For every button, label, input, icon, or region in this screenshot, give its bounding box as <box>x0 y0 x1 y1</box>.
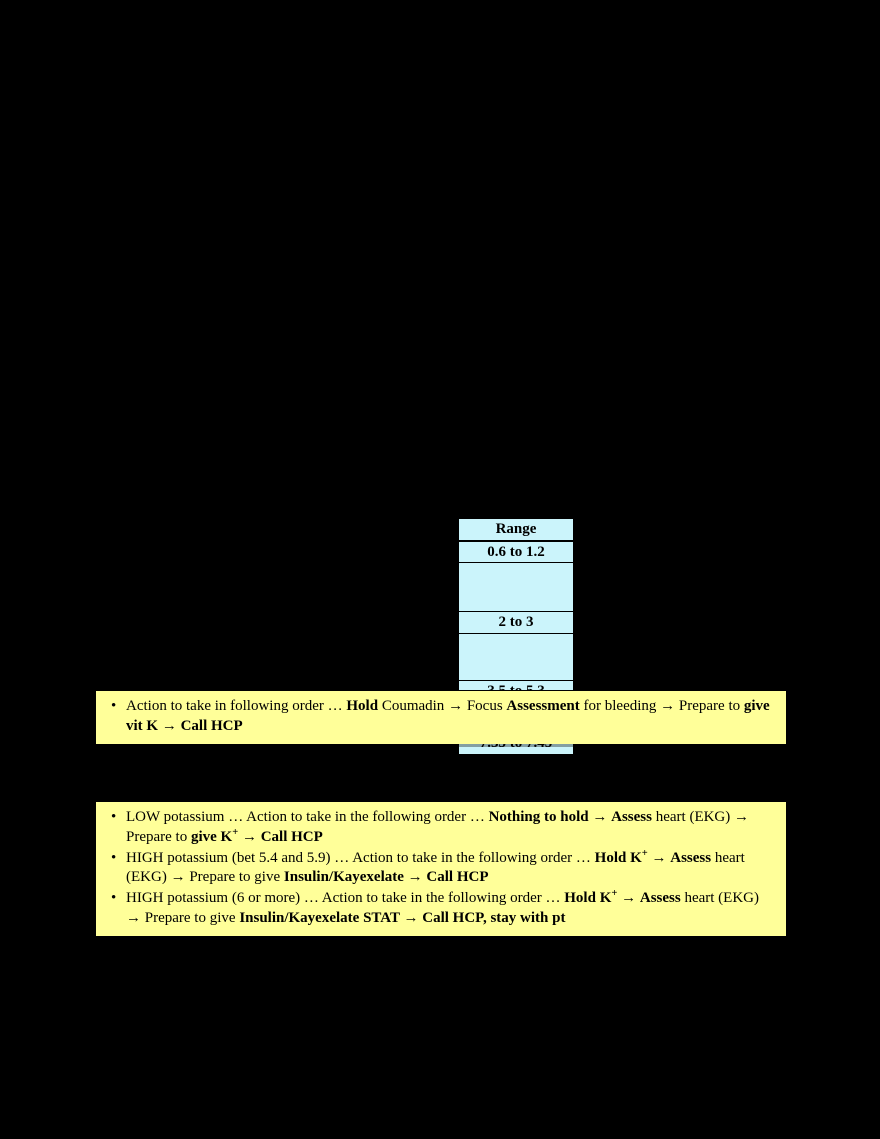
lab-range-value <box>459 633 574 680</box>
superscript-plus: + <box>611 888 618 900</box>
table-row <box>459 612 574 634</box>
text-segment: heart (EKG) <box>655 809 735 825</box>
arrow-icon: → <box>407 869 423 886</box>
note-list <box>104 697 776 737</box>
text-segment: Call HCP <box>426 869 489 886</box>
text-segment: Hold K+ <box>594 847 648 866</box>
text-segment: Call HCP, stay with pt <box>422 909 566 926</box>
column-header-range: Range <box>459 519 574 541</box>
lab-range-value: 2 to 3 <box>459 612 574 634</box>
text-segment: Focus <box>463 698 507 714</box>
list-item <box>126 697 776 737</box>
text-segment: Prepare to <box>675 698 744 714</box>
text-segment: Insulin/Kayexelate <box>283 869 408 886</box>
arrow-icon: → <box>170 869 186 886</box>
text-segment: Prepare to give <box>141 909 240 926</box>
text-segment: Call HCP <box>180 717 243 734</box>
table-row <box>459 633 574 680</box>
text-segment: heart (EKG) <box>126 849 745 886</box>
table-row <box>459 563 574 612</box>
text-segment: Assessment <box>506 698 584 714</box>
text-segment: Coumadin <box>381 698 449 714</box>
text-segment: Assess <box>639 890 685 907</box>
text-segment: HIGH potassium (bet 5.4 and 5.9) … Action to take in the following order … <box>126 849 595 866</box>
text-segment: Nothing to hold <box>488 809 593 825</box>
text-segment: Prepare to <box>126 828 191 845</box>
arrow-icon: → <box>660 698 676 714</box>
arrow-icon: → <box>126 909 141 926</box>
coumadin-action-note <box>96 690 786 744</box>
table-row <box>459 541 574 563</box>
note-list <box>104 808 776 929</box>
text-segment: Insulin/Kayexelate STAT <box>239 909 404 926</box>
list-item <box>126 849 776 889</box>
lab-range-value <box>459 563 574 612</box>
text-segment: give K+ <box>190 826 239 845</box>
text-segment: HIGH potassium (6 or more) … Action to take in the following order … <box>126 890 565 907</box>
text-segment: Call HCP <box>260 828 323 845</box>
arrow-icon: → <box>621 890 637 907</box>
superscript-plus: + <box>641 847 648 859</box>
text-segment: heart (EKG) <box>684 890 759 907</box>
arrow-icon: → <box>448 698 464 714</box>
text-segment: Hold K+ <box>564 888 618 907</box>
potassium-action-note <box>96 801 786 936</box>
table-header-row <box>459 519 574 541</box>
arrow-icon: → <box>241 828 257 845</box>
text-segment: Assess <box>611 809 656 825</box>
text-segment: Prepare to give <box>185 869 284 886</box>
text-segment: Hold <box>346 698 382 714</box>
arrow-icon: → <box>734 809 750 825</box>
text-segment: Action to take in following order … <box>126 698 347 714</box>
text-segment: LOW potassium … Action to take in the following order … <box>126 809 489 825</box>
arrow-icon: → <box>651 849 667 866</box>
arrow-icon: → <box>592 809 608 825</box>
list-item <box>126 889 776 929</box>
superscript-plus: + <box>232 826 239 838</box>
text-segment: Assess <box>670 849 715 866</box>
lab-range-value: 0.6 to 1.2 <box>459 541 574 563</box>
text-segment: give vit K <box>126 698 770 734</box>
arrow-icon: → <box>161 717 177 734</box>
list-item <box>126 808 776 848</box>
arrow-icon: → <box>403 909 419 926</box>
text-segment: for bleeding <box>583 698 661 714</box>
